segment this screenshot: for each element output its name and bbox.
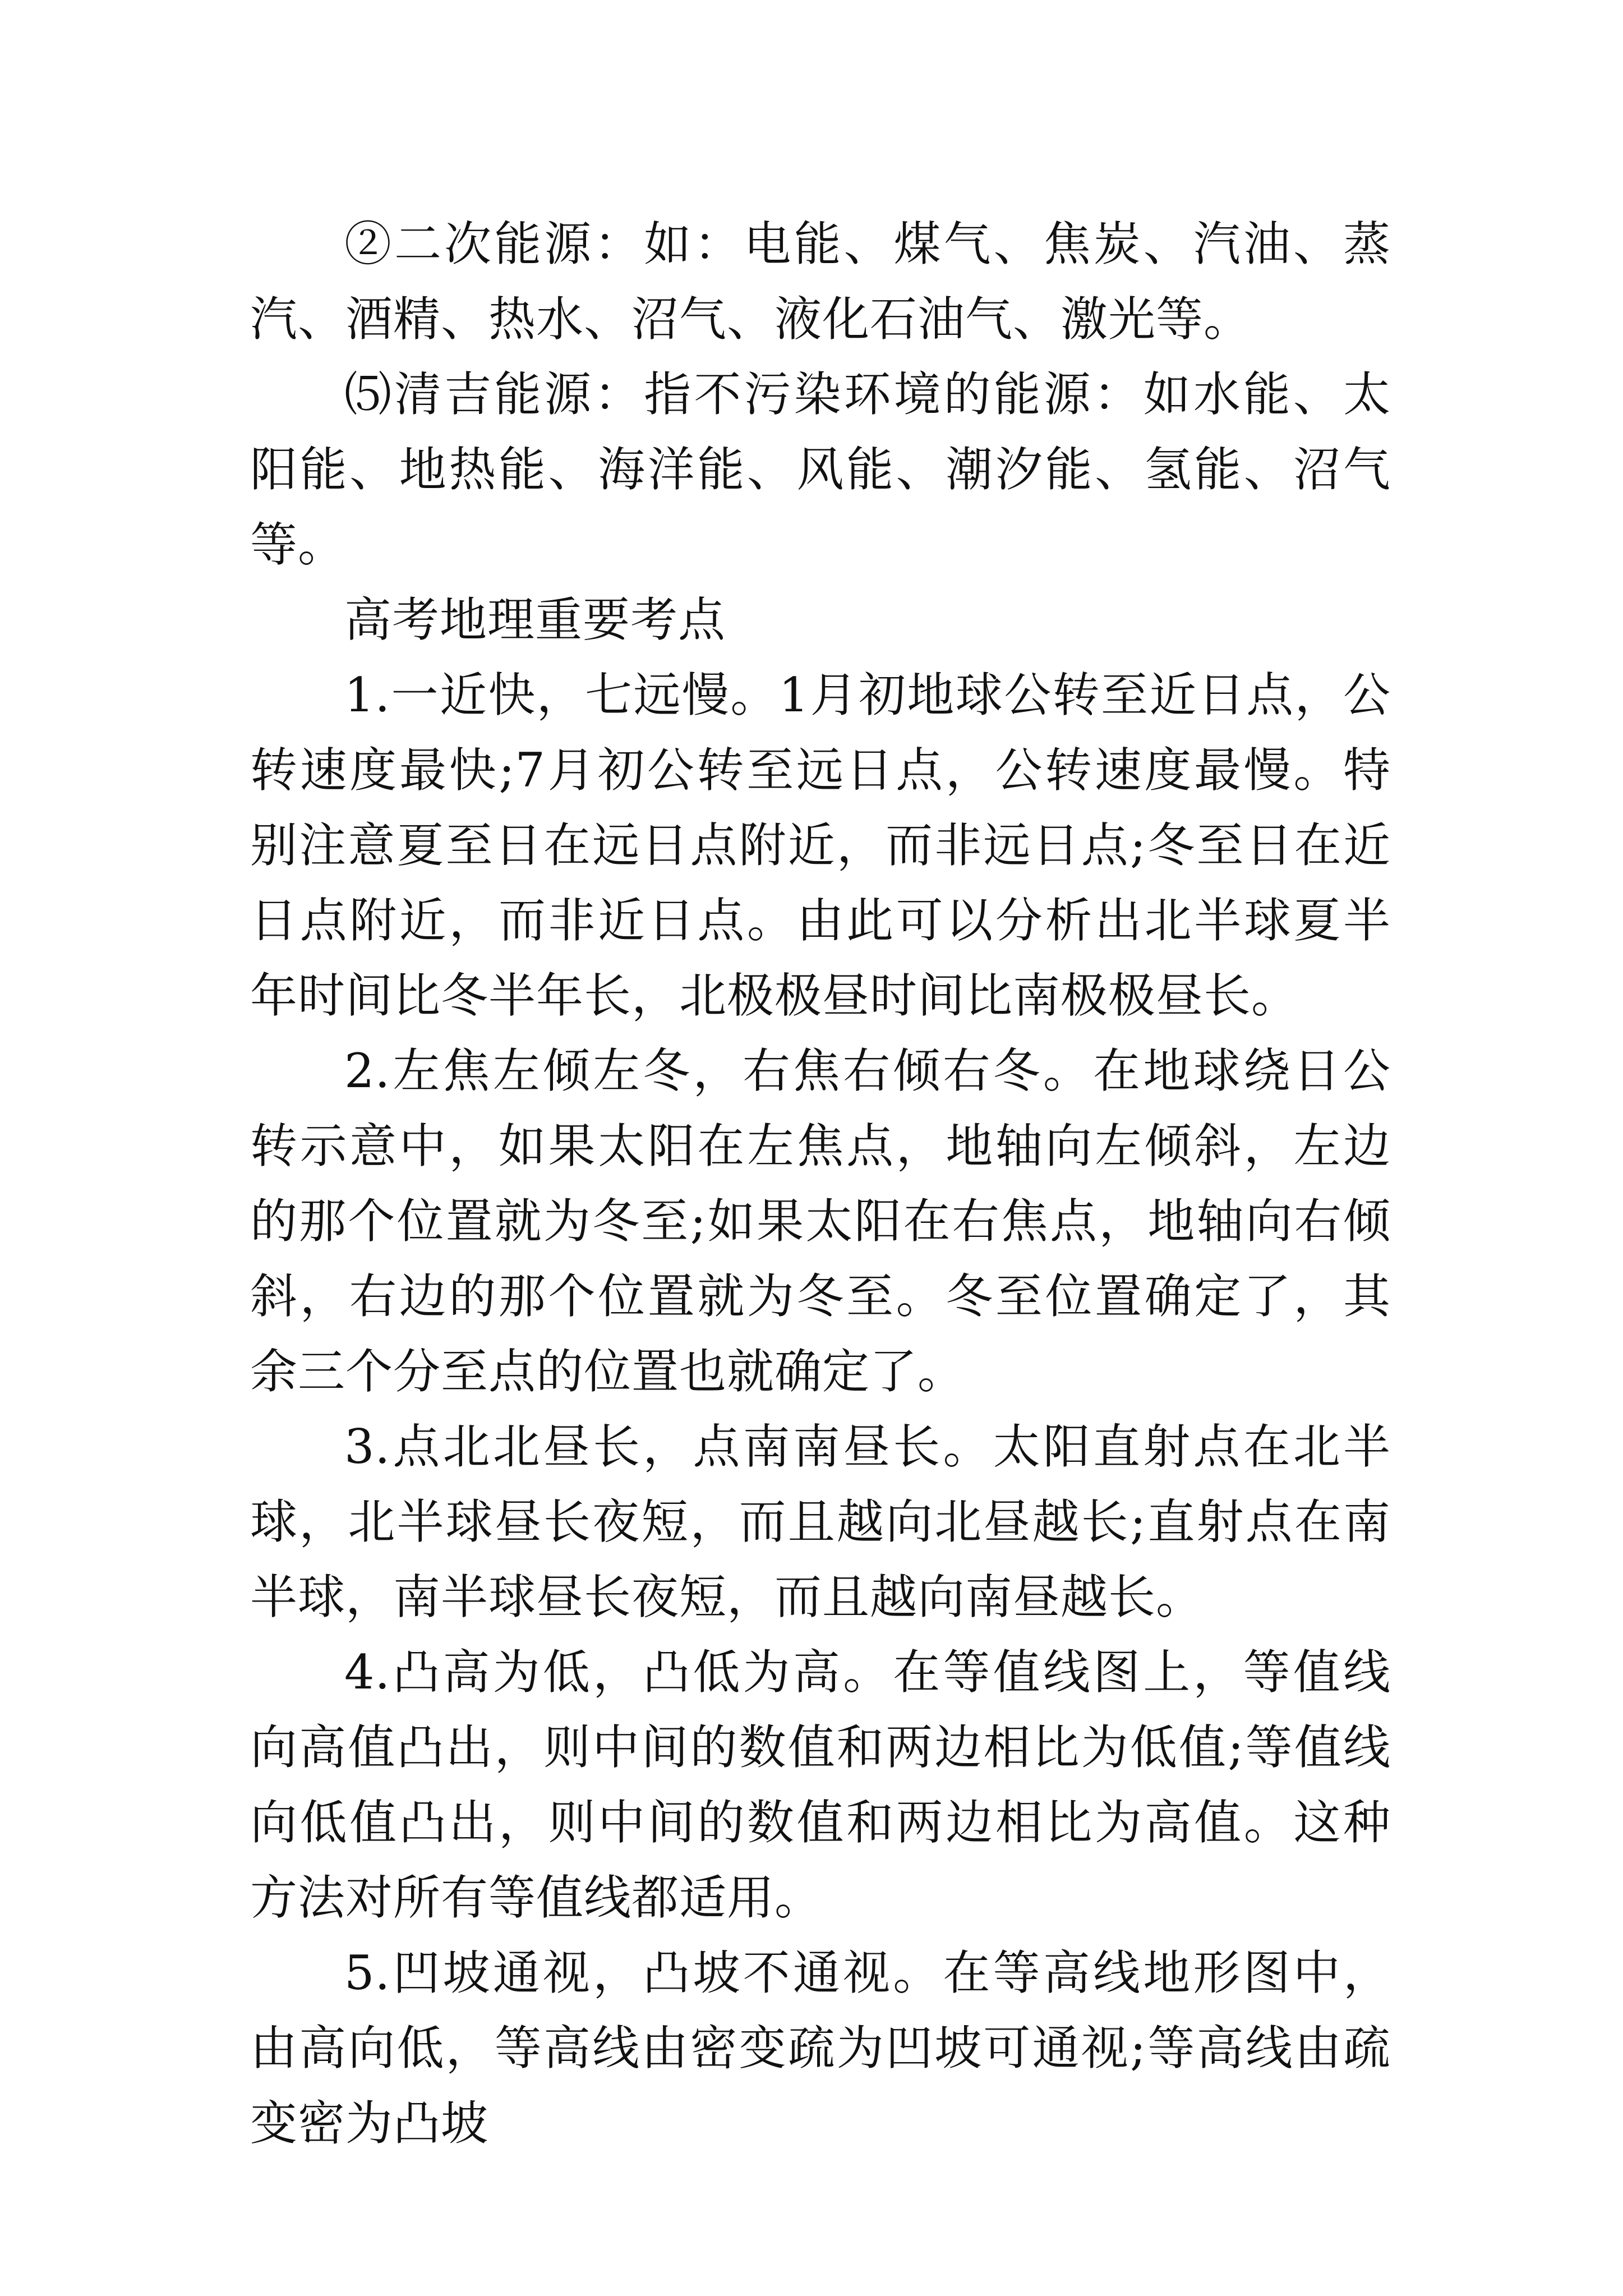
document-body (250, 206, 1391, 2161)
point-4: 4.凸高为低，凸低为高。在等值线图上，等值线向高值凸出，则中间的数值和两边相比为低值;等值线向低值凸出，则中间的数值和两边相比为高值。这种方法对所有等值线都适用。 (250, 1645, 1391, 1925)
point-1: 1.一近快，七远慢。1月初地球公转至近日点，公转速度最快;7月初公转至远日点，公转速度最慢。特别注意夏至日在远日点附近，而非远日点;冬至日在近日点附近，而非近日点。由此可以分析出北半球夏半年时间比冬半年长，北极极昼时间比南极极昼长。 (250, 668, 1391, 1023)
point-3: 3.点北北昼长，点南南昼长。太阳直射点在北半球，北半球昼长夜短，而且越向北昼越长;直射点在南半球，南半球昼长夜短，而且越向南昼越长。 (250, 1419, 1391, 1625)
point-2: 2.左焦左倾左冬，右焦右倾右冬。在地球绕日公转示意中，如果太阳在左焦点，地轴向左倾斜，左边的那个位置就为冬至;如果太阳在右焦点，地轴向右倾斜，右边的那个位置就为冬至。冬至位置确定了，其余三个分至点的位置也就确定了。 (250, 1043, 1391, 1399)
section-title: 高考地理重要考点 (344, 592, 726, 647)
point-5: 5.凹坡通视，凸坡不通视。在等高线地形图中，由高向低，等高线由密变疏为凹坡可通视;等高线由疏变密为凸坡 (250, 1945, 1391, 2151)
paragraph-clean-energy: ⑸清吉能源：指不污染环境的能源：如水能、太阳能、地热能、海洋能、风能、潮汐能、氢能、沼气等。 (250, 367, 1391, 572)
paragraph-secondary-energy: ②二次能源：如：电能、煤气、焦炭、汽油、蒸汽、酒精、热水、沼气、液化石油气、激光等。 (250, 217, 1391, 347)
